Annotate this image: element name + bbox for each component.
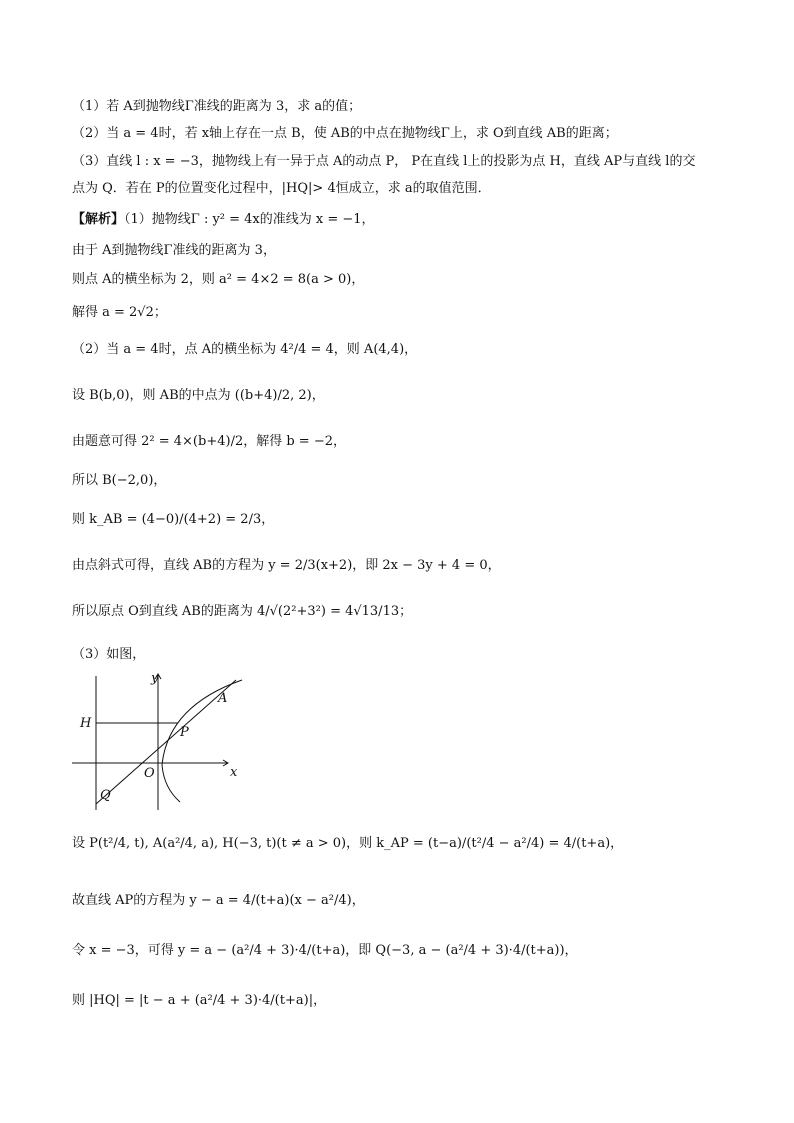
label-y: y: [151, 671, 159, 686]
solution-line-13: 设 P(t²/4, t), A(a²/4, a), H(−3, t)(t ≠ a > 0)，则 k_AP = (t−a)/(t²/4 − a²/4) = 4/(t+a)，: [72, 836, 624, 851]
solution-heading: 【解析】: [72, 212, 125, 227]
question-3-line-1: （3）直线 l : x = −3，抛物线上有一异于点 A的动点 P， P在直线 l上的投影为点 H，直线 AP与直线 l的交: [72, 154, 696, 169]
solution-line-1: [72, 211, 734, 229]
solution-line-10: 由点斜式可得，直线 AB的方程为 y = 2/3(x+2)，即 2x − 3y + 4 = 0，: [72, 558, 501, 573]
solution-line-3: 则点 A的横坐标为 2，则 a² = 4×2 = 8(a > 0)，: [72, 272, 365, 287]
question-3-line-2: 点为 Q．若在 P的位置变化过程中，|HQ|> 4恒成立，求 a的取值范围．: [72, 181, 491, 196]
solution-line-1-text: （1）抛物线Γ : y² = 4x的准线为 x = −1，: [124, 212, 375, 227]
solution-line-5: （2）当 a = 4时，点 A的横坐标为 4²/4 = 4，则 A(4,4)，: [72, 342, 418, 357]
solution-line-2: 由于 A到抛物线Γ准线的距离为 3，: [72, 243, 276, 258]
solution-line-8: 所以 B(−2,0)，: [72, 473, 167, 488]
solution-line-11: 所以原点 O到直线 AB的距离为 4/√(2²+3²) = 4√13/13；: [72, 604, 413, 619]
parabola-figure: [70, 664, 250, 814]
solution-line-6: 设 B(b,0)，则 AB的中点为 ((b+4)/2, 2)，: [72, 388, 325, 403]
solution-line-14: 故直线 AP的方程为 y − a = 4/(t+a)(x − a²/4)，: [72, 893, 365, 908]
solution-line-15: 令 x = −3，可得 y = a − (a²/4 + 3)·4/(t+a)，即 Q(−3, a − (a²/4 + 3)·4/(t+a))，: [72, 943, 578, 958]
parabola-curve: [162, 680, 242, 802]
question-1: （1）若 A到抛物线Γ准线的距离为 3，求 a的值；: [72, 99, 362, 114]
solution-line-12: （3）如图，: [72, 647, 146, 662]
label-o: O: [144, 766, 155, 781]
solution-line-7: 由题意可得 2² = 4×(b+4)/2，解得 b = −2，: [72, 434, 346, 449]
label-q: Q: [100, 788, 111, 803]
label-a: A: [218, 691, 228, 706]
label-x: x: [230, 765, 238, 780]
question-2: （2）当 a = 4时，若 x轴上存在一点 B，使 AB的中点在抛物线Γ上，求 O到直线 AB的距离；: [72, 126, 618, 141]
line-ap: [96, 680, 236, 804]
solution-line-4: 解得 a = 2√2；: [72, 305, 167, 320]
solution-line-9: 则 k_AB = (4−0)/(4+2) = 2/3，: [72, 512, 275, 527]
label-p: P: [180, 725, 189, 740]
label-h: H: [80, 716, 92, 731]
solution-line-16: 则 |HQ| = |t − a + (a²/4 + 3)·4/(t+a)|，: [72, 993, 327, 1008]
